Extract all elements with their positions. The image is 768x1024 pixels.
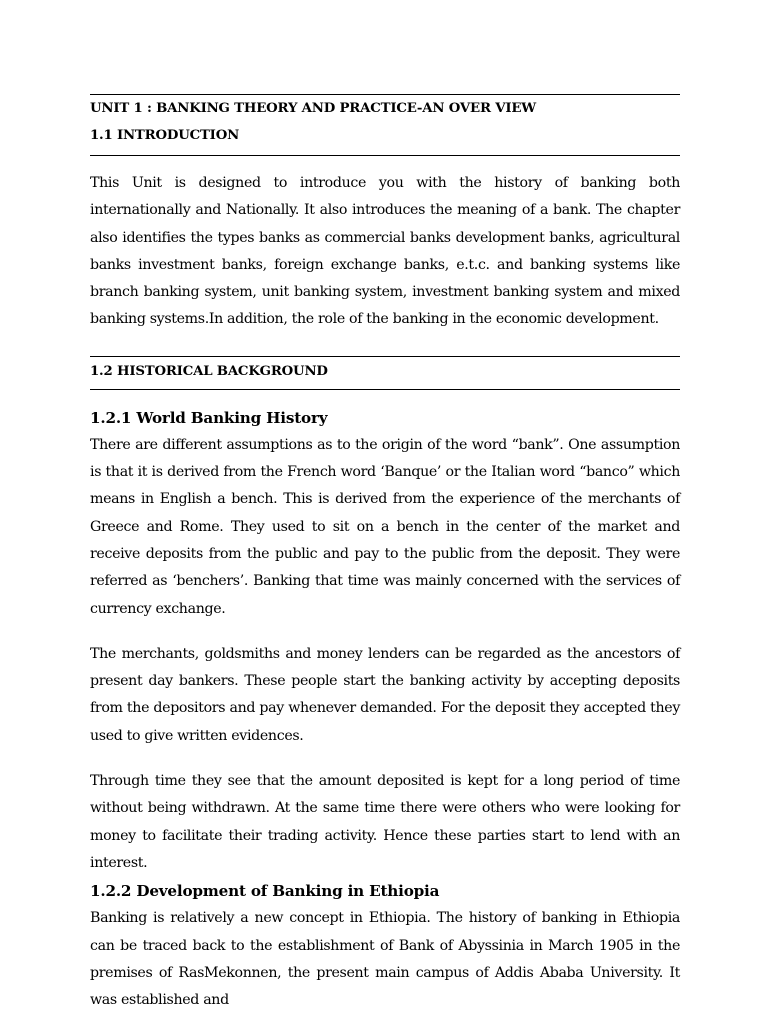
intro-rule (90, 155, 680, 156)
world-paragraph-1: There are different assumptions as to the origin of the word “bank”. One assumption is that it is derived from the French word ‘Banque’ or the Italian word “banco” which means in English a bench. This is derived from the experience of the merchants of Greece and Rome. They used to sit on a bench in the center of the market and receive deposits from the public and pay to the public from the deposit. They were referred as ‘benchers’. Banking that time was mainly concerned with the services of currency exchange. (90, 436, 680, 617)
world-paragraph-3: Through time they see that the amount deposited is kept for a long period of time without being withdrawn. At the same time there were others who were looking for money to facilitate their trading activity. Hence these parties start to lend with an interest. (90, 773, 680, 871)
intro-heading: 1.1 INTRODUCTION (90, 128, 240, 143)
unit-title: UNIT 1 : BANKING THEORY AND PRACTICE-AN OVER VIEW (90, 101, 537, 116)
historical-bottom-rule (90, 389, 680, 390)
document-page (90, 94, 680, 1014)
intro-paragraph: This Unit is designed to introduce you with the history of banking both internationally and Nationally. It also introduces the meaning of a bank. The chapter also identifies the types banks as commercial banks development banks, agricultural banks investment banks, foreign exchange banks, e.t.c. and banking systems like branch banking system, unit banking system, investment banking system and mixed banking systems.In addition, the role of the banking in the economic development. (90, 175, 680, 328)
world-banking-heading: 1.2.1 World Banking History (90, 408, 328, 427)
ethiopia-paragraph: Banking is relatively a new concept in Ethiopia. The history of banking in Ethiopia can be traced back to the establishment of Bank of Abyssinia in March 1905 in the premises of RasMekonnen, the present main campus of Addis Ababa University. It was established and (90, 910, 680, 1009)
world-paragraph-2: The merchants, goldsmiths and money lenders can be regarded as the ancestors of present day bankers. These people start the banking activity by accepting deposits from the depositors and pay whenever demanded. For the deposit they accepted they used to give written evidences. (90, 645, 680, 744)
ethiopia-banking-heading: 1.2.2 Development of Banking in Ethiopia (90, 882, 440, 901)
historical-heading: 1.2 HISTORICAL BACKGROUND (90, 363, 328, 379)
historical-top-rule (90, 356, 680, 357)
